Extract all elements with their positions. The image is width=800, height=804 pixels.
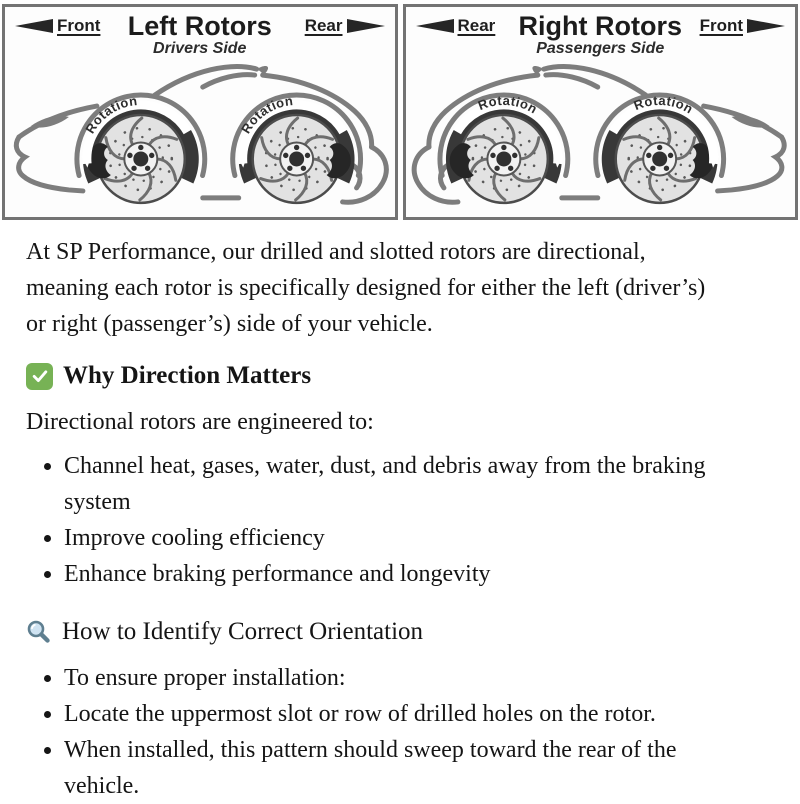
panel-subtitle: Drivers Side: [153, 40, 247, 58]
list-item: • Improve cooling efficiency: [64, 520, 710, 556]
panel-title: Left Rotors: [127, 11, 272, 41]
list-item: • To ensure proper installation:: [64, 660, 710, 696]
front-direction-indicator: [15, 16, 100, 36]
rear-direction-indicator: [416, 16, 496, 36]
magnifying-glass-icon: [26, 619, 52, 645]
arrow-right-icon: [347, 17, 385, 35]
rotation-label: Rotation: [475, 92, 540, 117]
right-rotors-panel: [403, 4, 799, 220]
heading-text: How to Identify Correct Orientation: [62, 618, 424, 645]
rotation-label: Rotation: [238, 92, 295, 137]
identify-orientation-heading: [26, 618, 710, 646]
rotation-label: Rotation: [82, 92, 139, 137]
rotation-label: Rotation: [631, 92, 696, 117]
benefits-list: [26, 448, 710, 592]
list-item: • When installed, this pattern should sweep toward the rear of the vehicle.: [64, 732, 710, 804]
right-panel-header: [406, 7, 796, 59]
check-mark-icon: [26, 363, 53, 390]
installation-list: [26, 660, 710, 804]
list-item: • Enhance braking performance and longevity: [64, 556, 710, 592]
front-direction-indicator: [700, 16, 785, 36]
list-item: • Locate the uppermost slot or row of drilled holes on the rotor.: [64, 696, 710, 732]
corner-label: Rear: [304, 16, 343, 35]
article: [0, 234, 716, 804]
rear-direction-indicator: [305, 16, 385, 36]
arrow-left-icon: [15, 17, 53, 35]
list-item: • Channel heat, gases, water, dust, and debris away from the braking system: [64, 448, 710, 520]
lead-text: Directional rotors are engineered to:: [26, 409, 374, 435]
left-rotors-panel: [2, 4, 398, 220]
arrow-left-icon: [416, 17, 454, 35]
left-car-illustration: [5, 59, 395, 217]
heading-text: Why Direction Matters: [63, 362, 312, 389]
panel-title: Right Rotors: [518, 11, 682, 41]
corner-label: Rear: [457, 16, 496, 35]
why-direction-matters-heading: [26, 362, 710, 390]
left-panel-header: [5, 7, 395, 59]
rotor-direction-diagram: [2, 4, 798, 220]
intro-paragraph: At SP Performance, our drilled and slotted rotors are directional, meaning each rotor is specifically designed for either the left (driver’s) or right (passenger’s) side of your vehicle.: [26, 239, 706, 337]
corner-label: Front: [57, 16, 101, 35]
panel-subtitle: Passengers Side: [536, 40, 665, 58]
right-car-illustration: [406, 59, 796, 217]
arrow-right-icon: [747, 17, 785, 35]
corner-label: Front: [699, 16, 743, 35]
